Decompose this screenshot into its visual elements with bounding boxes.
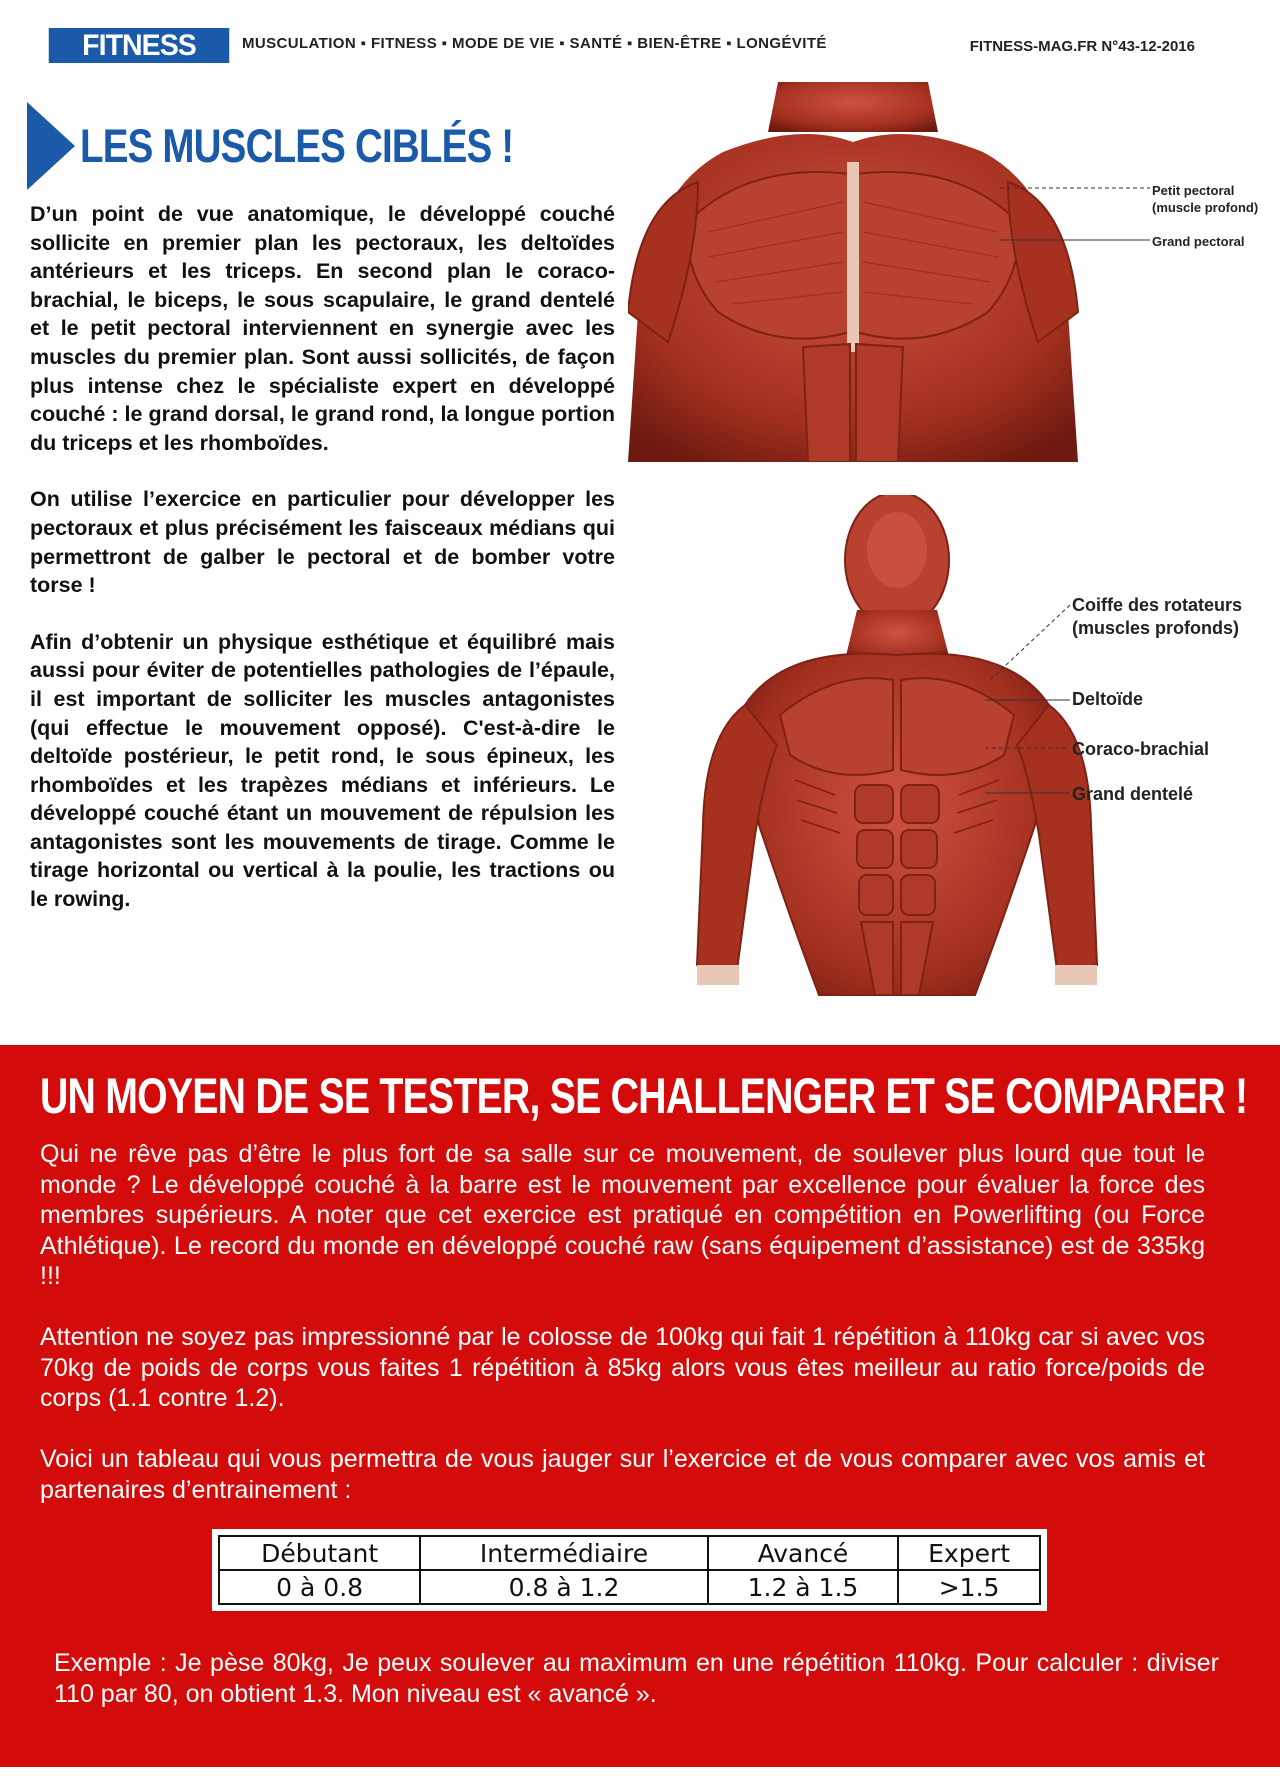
paragraph-ratio: Attention ne soyez pas impressionné par le colosse de 100kg qui fait 1 répétition à 110kg car si avec vos 70kg de poids de corps vous faites 1 répétition à 85kg alors vous êtes meilleur au ratio force/poids de corps (1.1 contre 1.2). — [40, 1323, 1205, 1412]
body-label-leaders — [985, 600, 1075, 810]
challenge-section — [0, 1045, 1280, 1767]
label-grand-dentele: Grand dentelé — [1072, 784, 1194, 804]
table-cell: 1.2 à 1.5 — [708, 1570, 898, 1604]
label-deltoide: Deltoïde — [1072, 689, 1144, 709]
paragraph-antagonistes: Afin d’obtenir un physique esthétique et équilibré mais aussi pour éviter de potentielles pathologies de l’épaule, il est important de solliciter les muscles antagonistes (qui effectue le mouvement opposé). C'est-à-dire le deltoïde postérieur, le petit rond, le sous épineux, les rhomboïdes et les trapèzes médians et inférieurs. Le développé couché étant un mouvement de répulsion les antagonistes sont les mouvements de tirage. Comme le tirage horizontal ou vertical à la poulie, les tractions ou le rowing. — [30, 629, 615, 912]
topic-navigation: MUSCULATION ▪ FITNESS ▪ MODE DE VIE ▪ SANTÉ ▪ BIEN-ÊTRE ▪ LONGÉVITÉ — [242, 35, 827, 52]
label-muscles-profonds: (muscles profonds) — [1072, 618, 1240, 638]
magazine-logo: FITNESS MAG — [49, 28, 230, 63]
table-cell: 0 à 0.8 — [219, 1570, 420, 1604]
table-header-expert: Expert — [898, 1536, 1040, 1570]
page-header — [0, 0, 1280, 97]
label-muscle-profond: (muscle profond) — [1152, 200, 1259, 215]
paragraph-anatomy: D’un point de vue anatomique, le développé couché sollicite en premier plan les pectoraux, les deltoïdes antérieurs et les triceps. En second plan le coraco-brachial, le biceps, le sous scapulaire, le grand dentelé et le petit pectoral interviennent en synergie avec les muscles du premier plan. Sont aussi sollicités, de façon plus intense chez le spécialiste expert en développé couché : le grand dorsal, le grand rond, la longue portion du triceps et les rhomboïdes. — [30, 202, 615, 455]
label-grand-pectoral: Grand pectoral — [1152, 234, 1245, 249]
level-table-frame — [212, 1529, 1047, 1611]
anatomy-figure-chest — [628, 82, 1098, 462]
example-text: Exemple : Je pèse 80kg, Je peux soulever au maximum en une répétition 110kg. Pour calculer : diviser 110 par 80, on obtient 1.3. Mon niveau est « avancé ». — [54, 1649, 1219, 1708]
table-cell: 0.8 à 1.2 — [420, 1570, 707, 1604]
label-petit-pectoral: Petit pectoral — [1152, 183, 1235, 198]
label-coraco-brachial: Coraco-brachial — [1072, 739, 1210, 759]
table-row — [219, 1536, 1040, 1570]
section-title-muscles: LES MUSCLES CIBLÉS ! — [80, 119, 514, 172]
paragraph-pectoraux: On utilise l’exercice en particulier pour développer les pectoraux et plus précisément les faisceaux médians qui permettront de galber le pectoral et de bomber votre torse ! — [30, 487, 615, 598]
section-title-challenge: UN MOYEN DE SE TESTER, SE CHALLENGER ET SE COMPARER ! — [40, 1068, 1248, 1124]
chest-label-leaders — [1000, 180, 1160, 250]
title-arrow-icon — [27, 102, 75, 190]
article-text-column — [30, 200, 615, 942]
table-header-avance: Avancé — [708, 1536, 898, 1570]
paragraph-table-intro: Voici un tableau qui vous permettra de vous jauger sur l’exercice et de vous comparer avec vos amis et partenaires d’entrainement : — [40, 1445, 1205, 1504]
table-header-debutant: Débutant — [219, 1536, 420, 1570]
chest-muscle-illustration — [628, 82, 1098, 462]
table-row — [219, 1570, 1040, 1604]
paragraph-record: Qui ne rêve pas d’être le plus fort de sa salle sur ce mouvement, de soulever plus lourd que tout le monde ? Le développé couché à la barre est le mouvement par excellence pour évaluer la force des membres supérieurs. A noter que cet exercice est pratiqué en compétition en Powerlifting (ou Force Athlétique). Le record du monde en développé couché raw (sans équipement d’assistance) est de 335kg !!! — [40, 1140, 1205, 1290]
table-cell: >1.5 — [898, 1570, 1040, 1604]
issue-number: FITNESS-MAG.FR N°43-12-2016 — [969, 38, 1195, 55]
level-table — [218, 1535, 1041, 1605]
challenge-text — [40, 1139, 1205, 1536]
table-header-intermediaire: Intermédiaire — [420, 1536, 707, 1570]
label-coiffe-rotateurs: Coiffe des rotateurs — [1072, 595, 1243, 615]
